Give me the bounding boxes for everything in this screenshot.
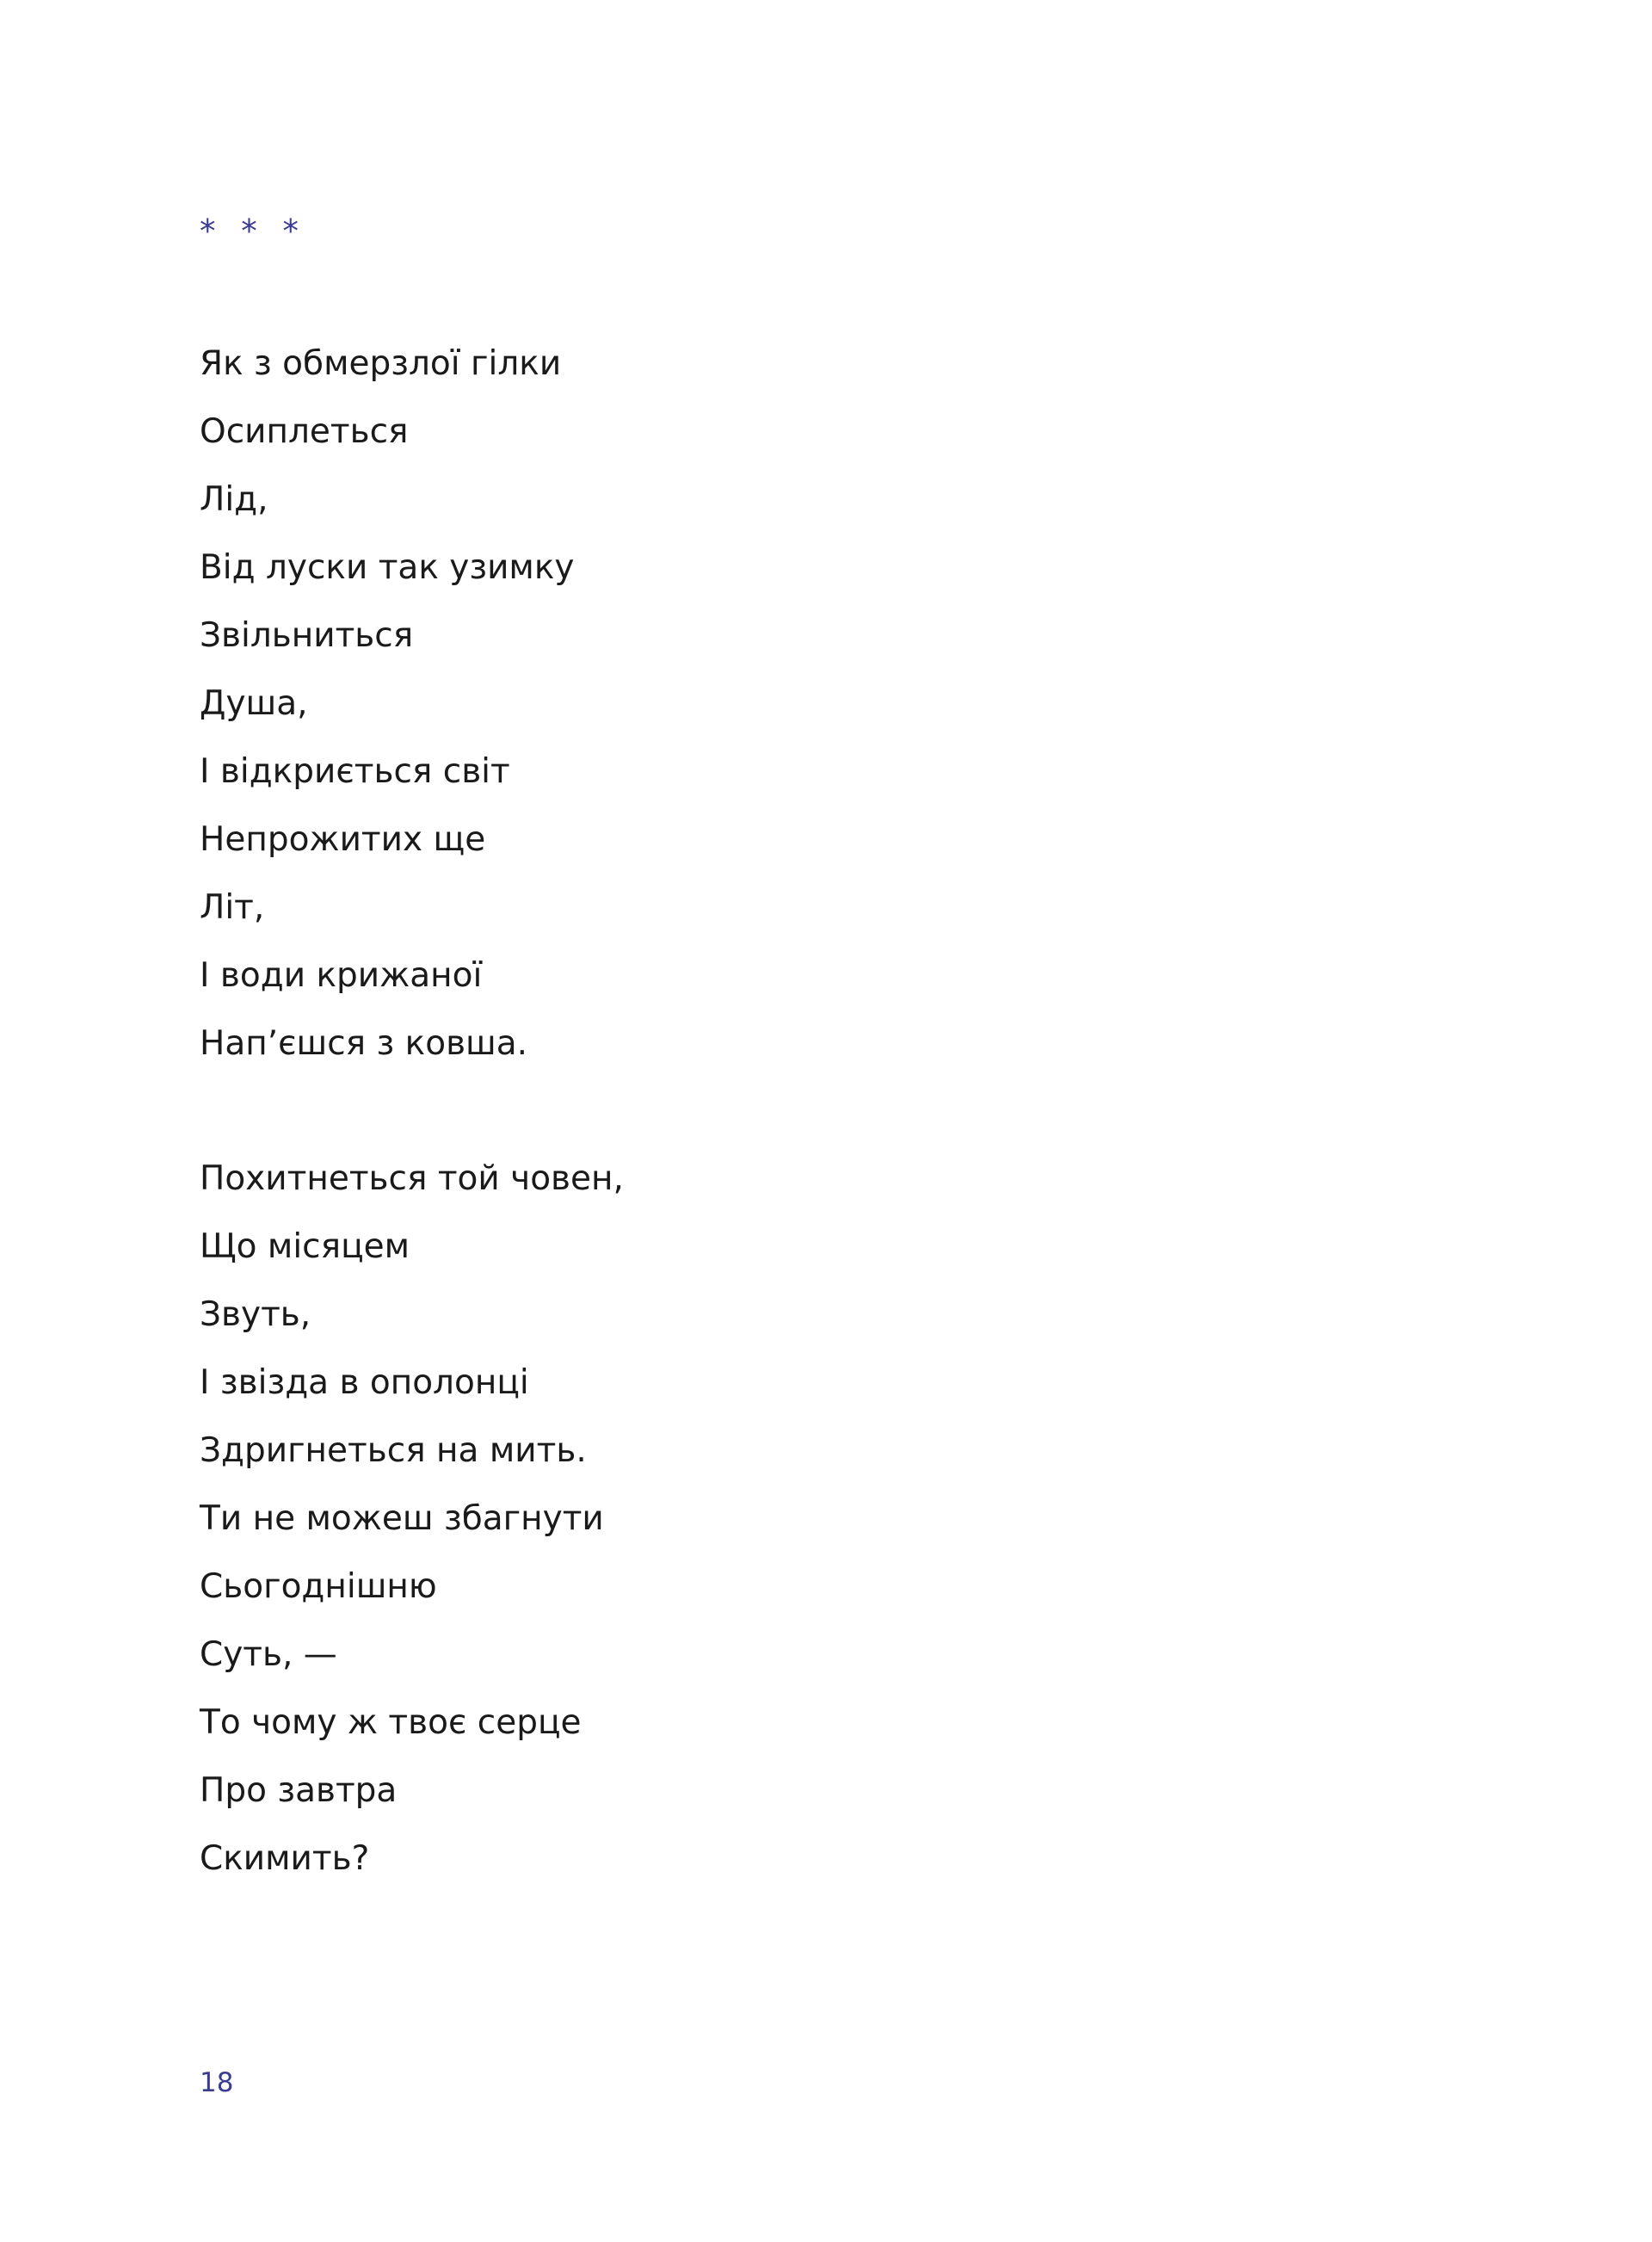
poem-stanza-1 bbox=[200, 330, 1232, 1078]
poem-line: Ти не можеш збагнути bbox=[200, 1499, 604, 1538]
poem-line: Суть, — bbox=[200, 1635, 337, 1674]
poem-line: То чому ж твоє серце bbox=[200, 1703, 582, 1742]
poem-line: Нап’єшся з ковша. bbox=[200, 1024, 528, 1063]
poem-line: І відкриється світ bbox=[200, 752, 510, 791]
poem-stanza-2 bbox=[200, 1145, 1232, 1893]
poem-line: Звільниться bbox=[200, 616, 414, 655]
poem-line: Звуть, bbox=[200, 1295, 311, 1334]
poem-body bbox=[200, 215, 1232, 1893]
poem-line: Як з обмерзлої гілки bbox=[200, 344, 562, 383]
poem-separator: * * * bbox=[200, 213, 307, 250]
poem-line: Про завтра bbox=[200, 1771, 398, 1810]
poem-line: Скимить? bbox=[200, 1839, 370, 1878]
poem-line: Літ, bbox=[200, 888, 265, 927]
poem-line: Похитнеться той човен, bbox=[200, 1159, 624, 1198]
poem-line: І звізда в ополонці bbox=[200, 1363, 529, 1402]
poem-line: І води крижаної bbox=[200, 956, 483, 995]
poem-line: Сьогоднішню bbox=[200, 1567, 437, 1606]
poem-line: Осиплеться bbox=[200, 412, 409, 451]
poem-line: Здригнеться на мить. bbox=[200, 1431, 587, 1470]
poem-line: Непрожитих ще bbox=[200, 820, 486, 859]
page-number: 18 bbox=[200, 2067, 234, 2098]
poem-line: Лід, bbox=[200, 480, 268, 519]
poem-line: Від луски так узимку bbox=[200, 548, 575, 587]
poem-line: Що місяцем bbox=[200, 1227, 410, 1266]
poem-line: Душа, bbox=[200, 684, 308, 723]
